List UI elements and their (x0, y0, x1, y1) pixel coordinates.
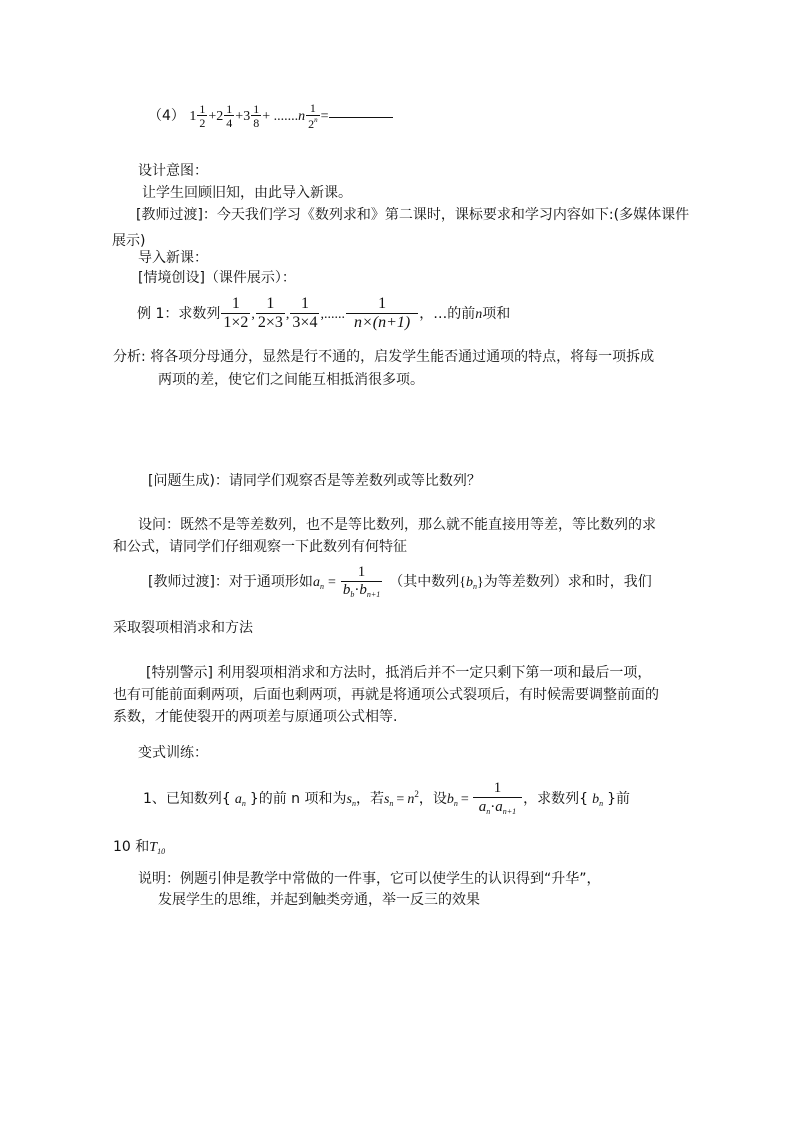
intro-heading: 导入新课： (138, 250, 208, 266)
fraction-3 (290, 296, 319, 332)
warning-line-2: 也有可能前面剩两项，后面也剩两项，再就是将通项公式裂项后，有时候需要调整前面的 (113, 687, 659, 703)
problem-text-1: 1、已知数列{ (143, 791, 231, 807)
sub-10: 10 (157, 847, 166, 856)
num: 1 (253, 101, 260, 116)
analysis-line-2: 两项的差，使它们之间能互相抵消很多项。 (158, 372, 424, 388)
series-item-4 (148, 102, 393, 130)
warning-line-1: [特别警示] 利用裂项相消求和方法时，抵消后并不一定只剩下第一项和最后一项， (146, 665, 652, 681)
den: 3×4 (292, 314, 318, 331)
problem-text-6: }前 (607, 791, 630, 807)
var-b: b (465, 575, 473, 590)
whole-3: 3 (243, 109, 251, 125)
variant-heading: 变式训练： (138, 745, 208, 761)
num: 1 (378, 295, 387, 313)
sub: n+1 (502, 807, 517, 817)
num: 1 (266, 295, 275, 313)
var-a: a (312, 575, 320, 590)
var-b: b (446, 792, 454, 807)
brace-close: } (476, 575, 484, 590)
den (306, 115, 320, 131)
plus: + (208, 109, 217, 125)
var-n: n (475, 307, 483, 322)
sub-n: n (599, 799, 604, 808)
fraction-aa (473, 781, 522, 816)
equals: = (396, 792, 405, 807)
sub-n: n (351, 799, 356, 808)
sub-n: n (472, 582, 477, 591)
var-s: s (383, 792, 390, 807)
num: 1 (493, 780, 502, 797)
exponent: 2 (414, 789, 419, 799)
den-base: 2 (308, 116, 315, 131)
comma: , (285, 307, 290, 322)
example-suffix: ，…的前 (419, 306, 476, 322)
fraction-1-2n (306, 102, 320, 130)
den: 4 (226, 116, 233, 131)
item-label: （4） (148, 108, 185, 125)
den: 8 (253, 116, 260, 131)
fraction-1-4 (224, 103, 234, 130)
teacher-transition-2-line-2: 采取裂项相消求和方法 (113, 620, 253, 636)
example-prefix: 例 1：求数列 (137, 306, 221, 322)
problem-text-3: ，若 (355, 791, 384, 807)
den: 1×2 (223, 314, 249, 331)
den: n×(n+1) (346, 313, 418, 332)
sub: b (350, 589, 355, 599)
problem-1-line-2 (113, 834, 165, 865)
den: 2×3 (257, 314, 283, 331)
note-line-1: 说明：例题引伸是教学中常做的一件事，它可以使学生的认识得到“升华”， (138, 871, 601, 887)
den: 2 (199, 116, 206, 131)
setq-line-1: 设问：既然不是等差数列，也不是等比数列，那么就不能直接用等差，等比数列的求 (138, 517, 656, 533)
brace-open: { (459, 575, 466, 590)
dot: · (354, 581, 360, 598)
sub-n: n (389, 799, 394, 808)
comma: , (251, 307, 255, 322)
equals: = (327, 575, 336, 590)
num: 1 (231, 295, 240, 313)
var-a: a (495, 799, 503, 816)
example-1 (137, 296, 510, 333)
problem-text-2: }的前 n 项和为 (249, 791, 347, 807)
sub: n (486, 807, 491, 817)
sub-n: n (453, 799, 458, 808)
dot: · (490, 799, 496, 816)
den-exp: n (314, 115, 318, 124)
fraction-general (346, 296, 418, 332)
var-s: s (346, 792, 352, 807)
num: 1 (357, 563, 366, 580)
var-a: a (234, 792, 242, 807)
note-line-2: 发展学生的思维，并起到触类旁通，举一反三的效果 (158, 892, 480, 908)
den (341, 581, 382, 599)
problem-text-7: 10 和 (113, 839, 150, 855)
warning-line-3: 系数，才能使裂开的两项差与原通项公式相等. (113, 709, 398, 725)
num: 1 (309, 101, 316, 115)
answer-blank (329, 117, 393, 118)
var-b: b (342, 581, 351, 598)
var-b: b (359, 581, 367, 598)
num: 1 (199, 101, 206, 116)
num: 1 (226, 101, 233, 116)
transition-mid-2: 为等差数列）求和时，我们 (483, 574, 652, 590)
equals: = (320, 109, 329, 125)
num: 1 (300, 295, 309, 313)
ellipsis: ,...... (320, 307, 345, 322)
equals: = (460, 792, 469, 807)
whole-2: 2 (216, 109, 224, 125)
transition-prefix: [教师过渡]：对于通项形如 (148, 574, 313, 590)
fraction-1-2 (197, 103, 207, 130)
fraction-bb (341, 565, 382, 599)
sub-n: n (241, 799, 246, 808)
problem-1 (143, 774, 630, 824)
teacher-transition-2 (148, 564, 652, 605)
sub-n: n (319, 582, 324, 591)
example-suffix-2: 项和 (482, 306, 511, 322)
sub: n+1 (366, 589, 381, 599)
den (473, 797, 522, 816)
problem-text-4: ，设 (418, 791, 447, 807)
whole-1: 1 (189, 109, 197, 125)
analysis-line-1: 分析: 将各项分母通分，显然是行不通的，启发学生能否通过通项的特点，将每一项拆成 (113, 349, 655, 365)
var-n: n (407, 792, 415, 807)
design-heading: 设计意图： (138, 163, 208, 179)
var-b: b (592, 792, 600, 807)
var-T: T (149, 840, 158, 855)
problem-text-5: ，求数列{ (523, 791, 589, 807)
design-body: 让学生回顾旧知，由此导入新课。 (142, 185, 352, 201)
transition-mid-1: （其中数列 (389, 574, 460, 590)
fraction-2 (256, 296, 285, 332)
scenario-heading: [情境创设]（课件展示）： (138, 270, 296, 286)
whole-n: n (298, 109, 306, 125)
teacher-transition-1: [教师过渡]：今天我们学习《数列求和》第二课时，课标要求和学习内容如下:(多媒体课件展示) (112, 207, 690, 249)
var-a: a (478, 799, 487, 816)
setq-line-2: 和公式，请同学们仔细观察一下此数列有何特征 (113, 539, 407, 555)
question-generation: [问题生成)：请同学们观察否是等差数列或等比数列？ (148, 473, 481, 489)
ellipsis: + ....... (262, 109, 299, 125)
plus: + (235, 109, 244, 125)
fraction-1-8 (251, 103, 261, 130)
fraction-1 (221, 296, 250, 332)
